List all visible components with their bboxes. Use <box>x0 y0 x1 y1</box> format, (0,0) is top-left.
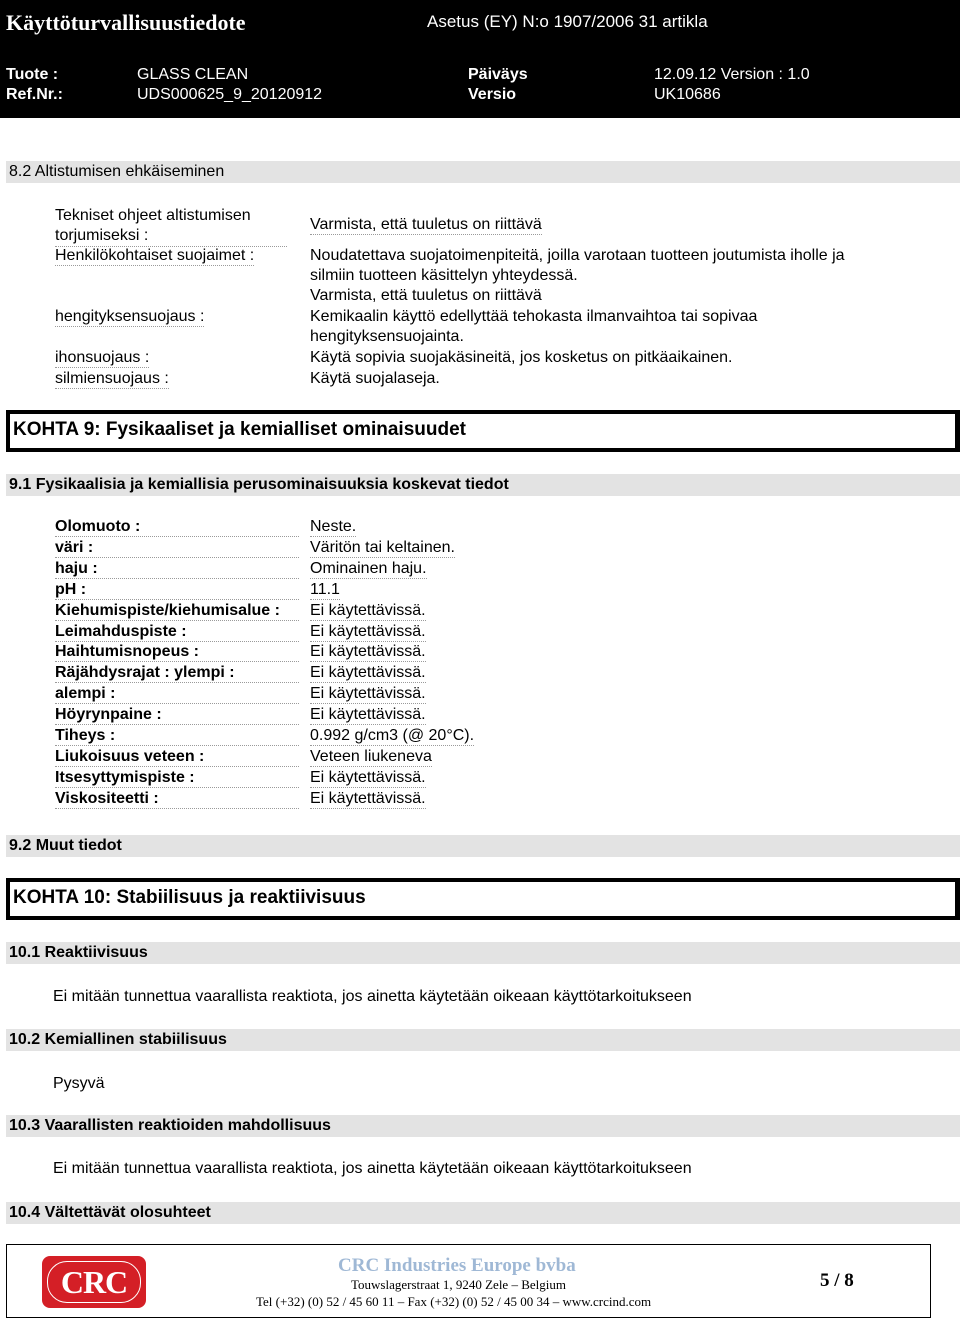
personal-protection-label: Henkilökohtaiset suojaimet : <box>55 247 255 264</box>
section-10-2-title: 10.2 Kemiallinen stabiilisuus <box>9 1031 227 1048</box>
product-value: GLASS CLEAN <box>137 66 249 83</box>
section-10-2-heading <box>6 1029 960 1051</box>
property-label: Höyrynpaine : <box>55 706 299 725</box>
property-value: 0.992 g/cm3 (@ 20°C). <box>310 727 475 744</box>
property-label: Olomuoto : <box>55 518 299 537</box>
property-label: Leimahduspiste : <box>55 623 299 642</box>
property-label: Viskositeetti : <box>55 790 299 809</box>
property-value: Ei käytettävissä. <box>310 685 426 703</box>
property-row <box>55 560 515 580</box>
property-row <box>55 748 515 768</box>
section-10-3-heading <box>6 1115 960 1137</box>
property-label: haju : <box>55 560 299 579</box>
reactivity-text: Ei mitään tunnettua vaarallista reaktiota, jos ainetta käytetään oikeaan käyttötarkoitukseen <box>53 988 692 1005</box>
section-9-2-title: 9.2 Muut tiedot <box>9 837 122 854</box>
regulation-reference: Asetus (EY) N:o 1907/2006 31 artikla <box>427 12 708 31</box>
property-row <box>55 790 515 810</box>
property-value: Ei käytettävissä. <box>310 768 426 786</box>
property-label: Haihtumisnopeus : <box>55 643 299 662</box>
page-number: 5 / 8 <box>820 1270 854 1291</box>
property-value: Ei käytettävissä. <box>310 664 426 682</box>
date-label: Päiväys <box>468 66 528 83</box>
property-value: Ominainen haju. <box>310 559 427 577</box>
property-row <box>55 581 515 601</box>
property-row <box>55 623 515 643</box>
property-label: Räjähdysrajat : ylempi : <box>55 664 299 683</box>
footer-company: CRC Industries Europe bvba <box>338 1255 576 1276</box>
respiratory-protection-line-1: Kemikaalin käyttö edellyttää tehokasta ilmanvaihtoa tai sopivaa <box>310 308 758 325</box>
version-label: Versio <box>468 86 517 103</box>
property-label: Kiehumispiste/kiehumisalue : <box>55 602 299 621</box>
property-value: Väritön tai keltainen. <box>310 538 455 556</box>
crc-logo <box>42 1256 146 1308</box>
section-10-1-title: 10.1 Reaktiivisuus <box>9 944 148 961</box>
document-title: Käyttöturvallisuustiedote <box>6 10 246 35</box>
section-9-2-heading <box>6 835 960 857</box>
property-row <box>55 518 515 538</box>
section-10-1-heading <box>6 942 960 964</box>
section-10-header <box>6 878 960 920</box>
ref-value: UDS000625_9_20120912 <box>137 86 323 103</box>
section-10-4-heading <box>6 1202 960 1224</box>
property-value: Ei käytettävissä. <box>310 789 426 807</box>
property-value: Ei käytettävissä. <box>310 622 426 640</box>
section-8-2-title: 8.2 Altistumisen ehkäiseminen <box>9 163 225 180</box>
date-value: 12.09.12 Version : 1.0 <box>654 66 810 83</box>
eye-protection-value: Käytä suojalaseja. <box>310 370 440 387</box>
logo-text: CRC <box>60 1264 128 1300</box>
property-value: Ei käytettävissä. <box>310 706 426 724</box>
section-10-4-title: 10.4 Vältettävät olosuhteet <box>9 1204 211 1221</box>
property-row <box>55 727 515 747</box>
section-8-2-heading <box>6 161 960 183</box>
respiratory-protection-label: hengityksensuojaus : <box>55 308 205 325</box>
footer-address: Touwslagerstraat 1, 9240 Zele – Belgium <box>351 1277 566 1292</box>
personal-protection-line-2: silmiin tuotteen käsittelyn yhteydessä. <box>310 267 578 284</box>
skin-protection-value: Käytä sopivia suojakäsineitä, jos kosketus on pitkäaikainen. <box>310 349 733 366</box>
property-value: Ei käytettävissä. <box>310 643 426 661</box>
property-label: alempi : <box>55 685 299 704</box>
property-label: Tiheys : <box>55 727 299 746</box>
property-label: väri : <box>55 539 299 558</box>
footer-contact: Tel (+32) (0) 52 / 45 60 11 – Fax (+32) (0) 52 / 45 00 34 – www.crcind.com <box>256 1294 652 1309</box>
property-value: 11.1 <box>310 580 340 598</box>
property-row <box>55 539 515 559</box>
property-row <box>55 685 515 705</box>
personal-protection-line-1: Noudatettava suojatoimenpiteitä, joilla varotaan tuotteen joutumista iholle ja <box>310 247 845 264</box>
stability-text: Pysyvä <box>53 1075 105 1092</box>
section-10-title: KOHTA 10: Stabiilisuus ja reaktiivisuus <box>13 887 366 908</box>
section-9-title: KOHTA 9: Fysikaaliset ja kemialliset ominaisuudet <box>13 419 466 440</box>
hazardous-reactions-text: Ei mitään tunnettua vaarallista reaktiota, jos ainetta käytetään oikeaan käyttötarkoitukseen <box>53 1160 692 1177</box>
ref-label: Ref.Nr.: <box>6 86 63 103</box>
property-row <box>55 602 515 622</box>
section-10-3-title: 10.3 Vaarallisten reaktioiden mahdollisuus <box>9 1117 331 1134</box>
respiratory-protection-line-2: hengityksensuojainta. <box>310 328 464 345</box>
property-value: Ei käytettävissä. <box>310 601 426 619</box>
property-label: pH : <box>55 581 299 600</box>
section-9-1-title: 9.1 Fysikaalisia ja kemiallisia perusominaisuuksia koskevat tiedot <box>9 476 509 493</box>
property-value: Neste. <box>310 518 357 535</box>
property-row <box>55 664 515 684</box>
property-row <box>55 643 515 663</box>
property-label: Itsesyttymispiste : <box>55 769 299 788</box>
product-label: Tuote : <box>6 66 59 83</box>
property-row <box>55 706 515 726</box>
section-9-header <box>6 410 960 452</box>
property-value: Veteen liukeneva <box>310 747 432 765</box>
property-label: Liukoisuus veteen : <box>55 748 299 767</box>
skin-protection-label: ihonsuojaus : <box>55 349 150 366</box>
technical-measures-label: Tekniset ohjeet altistumisen torjumiseksi : <box>55 206 287 247</box>
property-row <box>55 769 515 789</box>
personal-protection-line-3: Varmista, että tuuletus on riittävä <box>310 287 542 304</box>
technical-measures-value: Varmista, että tuuletus on riittävä <box>310 216 542 233</box>
eye-protection-label: silmiensuojaus : <box>55 370 169 387</box>
version-value: UK10686 <box>654 86 721 103</box>
section-9-1-heading <box>6 474 960 496</box>
